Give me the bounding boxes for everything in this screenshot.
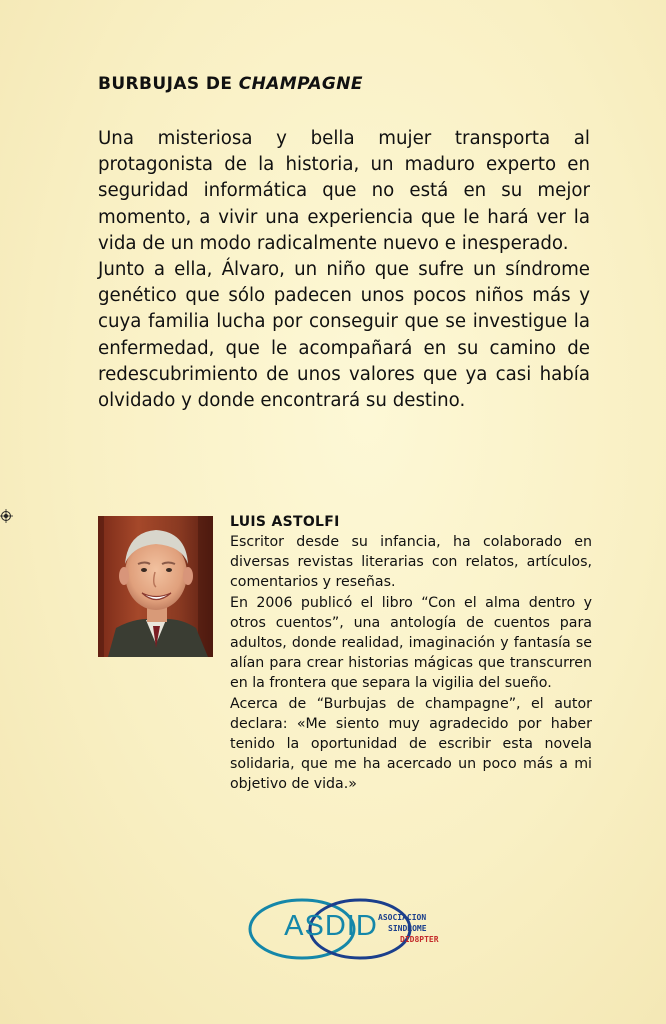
- logo-caption-line: DID8PTER: [400, 935, 439, 944]
- registration-crosshair-icon: [0, 509, 14, 523]
- logo-caption-line: ASOCIACION: [378, 913, 427, 922]
- book-title: [98, 74, 363, 94]
- author-bio-paragraph: Acerca de “Burbujas de champagne”, el autor declara: «Me siento muy agradecido por haber tenido la oportunidad de escribir esta novela solidaria, que me ha acercado un poco más a mi objetivo de vida.»: [230, 695, 592, 793]
- logo-acronym: ASDID: [284, 910, 378, 942]
- asdid-logo: [248, 897, 463, 961]
- synopsis: [98, 126, 590, 414]
- author-bio-paragraph: Escritor desde su infancia, ha colaborado en diversas revistas literarias con relatos, artículos, comentarios y reseñas.: [230, 534, 592, 591]
- logo-caption: [378, 912, 439, 945]
- synopsis-paragraph: Junto a ella, Álvaro, un niño que sufre un síndrome genético que sólo padecen unos pocos niños más y cuya familia lucha por conseguir que se investigue la enfermedad, que le acompañará en su camino de redescubrimiento de unos valores que ya casi había olvidado y donde encontrará su destino.: [98, 259, 590, 412]
- author-bio: [230, 532, 592, 795]
- author-name: LUIS ASTOLFI: [230, 514, 340, 530]
- book-title-italic: CHAMPAGNE: [238, 74, 363, 94]
- logo-caption-line: SINDROME: [388, 924, 427, 933]
- book-title-main: BURBUJAS DE: [98, 74, 239, 94]
- synopsis-paragraph: Una misteriosa y bella mujer transporta al protagonista de la historia, un maduro experto en seguridad informática que no está en su mejor momento, a vivir una experiencia que le hará ver la vida de un modo radicalmente nuevo e inesperado.: [98, 128, 590, 254]
- author-bio-paragraph: En 2006 publicó el libro “Con el alma dentro y otros cuentos”, una antología de cuentos para adultos, donde realidad, imaginación y fantasía se alían para crear historias mágicas que transcurren en la frontera que separa la vigilia del sueño.: [230, 594, 592, 692]
- author-photo: [98, 516, 213, 657]
- author-section: [230, 514, 592, 795]
